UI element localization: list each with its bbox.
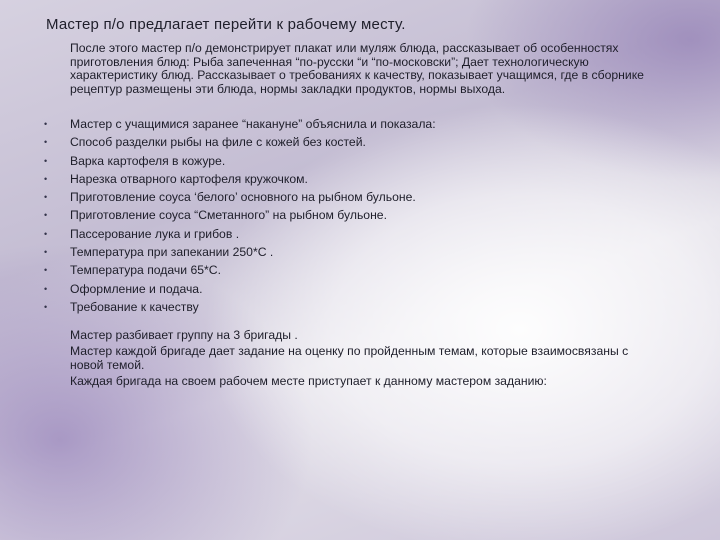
intro-paragraph: После этого мастер п/о демонстрирует плакат или муляж блюда, рассказывает об особенностях приготовления блюд: Рыба запеченная “по-русски “и “по-московски”; Дает технологическую характеристику блюд. Рассказывает о требованиях к качеству, показывает учащимся, где в сборнике рецептур размещены эти блюда, нормы закладки продуктов, нормы выхода. — [70, 41, 644, 96]
closing-line: Мастер каждой бригаде дает задание на оценку по пройденным темам, которые взаимосвязаны с новой темой. — [70, 344, 629, 372]
list-item-text: Приготовление соуса ‘белого’ основного на рыбном бульоне. — [70, 190, 416, 205]
list-item-text: Температура подачи 65*С. — [70, 263, 221, 278]
list-item-text: Способ разделки рыбы на филе с кожей без костей. — [70, 135, 366, 150]
bullet-icon: • — [44, 137, 48, 148]
bullet-icon: • — [44, 173, 48, 184]
list-item — [44, 225, 436, 243]
bullet-list — [44, 115, 436, 316]
list-item-text: Нарезка отварного картофеля кружочком. — [70, 171, 308, 186]
list-item — [44, 115, 436, 133]
list-item — [44, 261, 436, 279]
list-item — [44, 280, 436, 298]
list-item — [44, 170, 436, 188]
bullet-icon: • — [44, 155, 48, 166]
list-item — [44, 188, 436, 206]
list-item — [44, 243, 436, 261]
slide-title: Мастер п/о предлагает перейти к рабочему месту. — [46, 16, 406, 33]
list-item-text: Оформление и подача. — [70, 281, 203, 296]
list-item-text: Пассерование лука и грибов . — [70, 226, 240, 241]
bullet-icon: • — [44, 301, 48, 312]
bullet-icon: • — [44, 247, 48, 258]
bullet-icon: • — [44, 192, 48, 203]
closing-line: Мастер разбивает группу на 3 бригады . — [70, 328, 298, 342]
list-item — [44, 152, 436, 170]
list-item-text: Требование к качеству — [70, 299, 199, 314]
list-item-text: Приготовление соуса “Сметанного” на рыбном бульоне. — [70, 208, 387, 223]
list-item — [44, 298, 436, 316]
bullet-icon: • — [44, 228, 48, 239]
list-item-text: Мастер с учащимися заранее “накануне” объяснила и показала: — [70, 117, 436, 131]
closing-paragraphs — [70, 328, 630, 390]
bullet-icon: • — [44, 119, 48, 129]
list-item-text: Температура при запекании 250*С . — [70, 245, 274, 260]
list-item — [44, 206, 436, 224]
closing-line: Каждая бригада на своем рабочем месте приступает к данному мастером заданию: — [70, 374, 547, 388]
list-item-text: Варка картофеля в кожуре. — [70, 153, 226, 168]
list-item — [44, 133, 436, 151]
bullet-icon: • — [44, 210, 48, 221]
bullet-icon: • — [44, 283, 48, 294]
bullet-icon: • — [44, 265, 48, 276]
